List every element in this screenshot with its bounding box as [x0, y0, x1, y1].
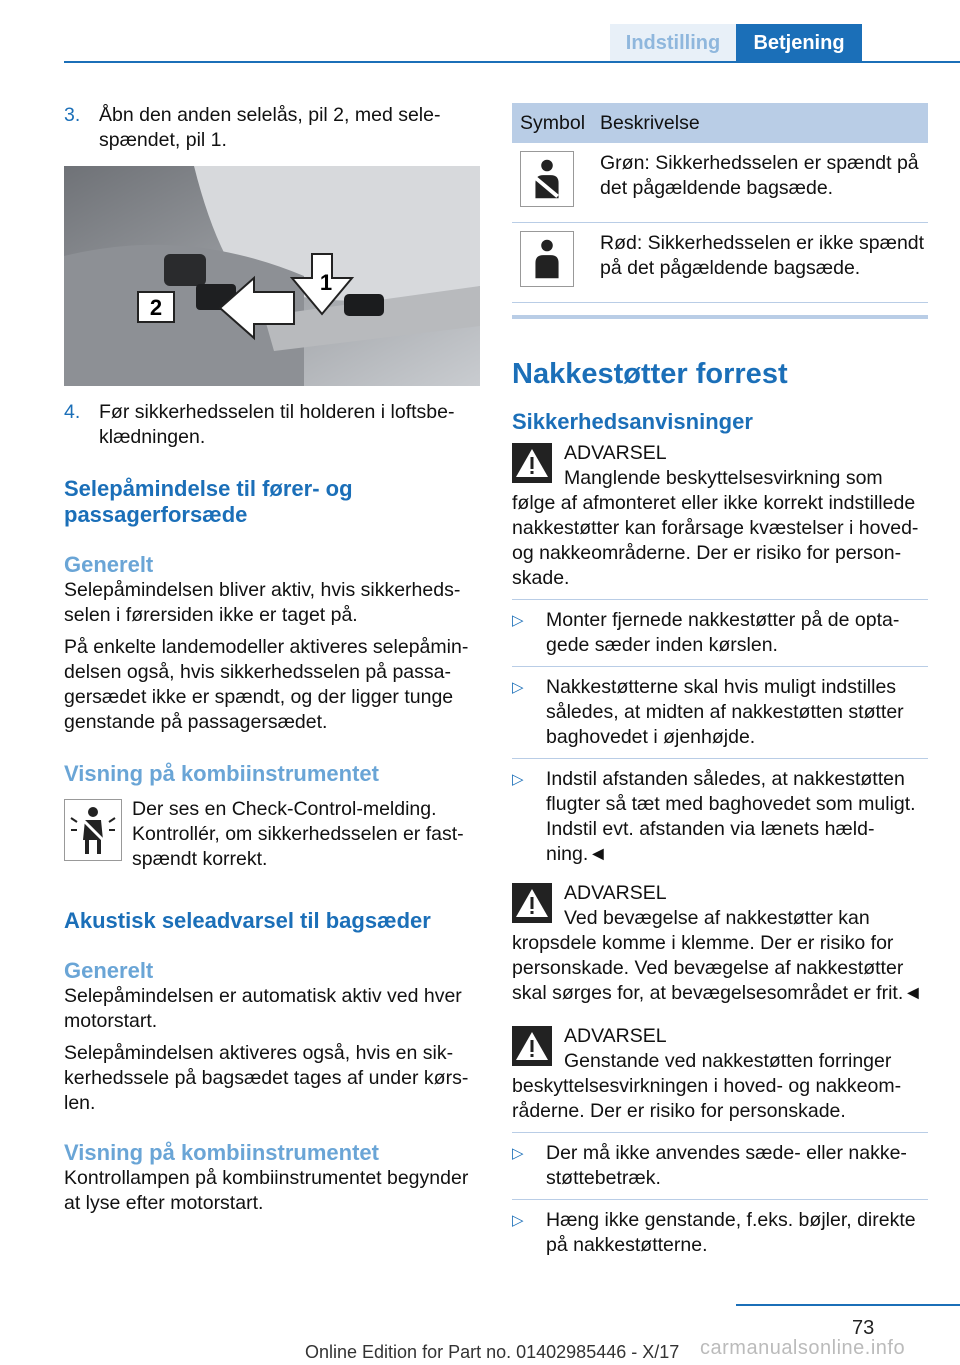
paragraph: Kontrollampen på kombiinstrumentet begynder at lyse efter motorstart. [64, 1167, 469, 1214]
table-row [512, 143, 928, 223]
paragraph: Selepåmindelsen aktiveres også, hvis en sikkerhedssele på bagsædet tages af under kørslen. [64, 1042, 469, 1114]
list-item [512, 608, 928, 658]
photo-label-2: 2 [149, 295, 163, 320]
step-3 [64, 103, 480, 153]
description-cell: Grøn: Sikkerhedsselen er spændt på det pågældende bagsæde. [592, 143, 928, 223]
tab-indstilling[interactable]: Indstilling [610, 24, 736, 62]
warning-icon [512, 883, 552, 923]
warning-block [512, 1024, 928, 1049]
section-divider [512, 315, 928, 319]
section-title: Akustisk seleadvarsel til bagsæder [64, 908, 431, 933]
warning-text: Manglende beskyttelsesvirkning som følge af afmonteret eller ikke korrekt indstillede nakkestøtter kan forårsage kvæstelser i hoved- og nakkeområderne. Der er risiko for personskade. [512, 467, 919, 589]
tab-betjening[interactable]: Betjening [736, 24, 862, 62]
list-item [512, 767, 928, 867]
warning-title: ADVARSEL [564, 442, 667, 464]
list-item-text: Hæng ikke genstande, f.eks. bøjler, direkte på nakkestøtterne. [546, 1209, 916, 1256]
warning-icon [512, 1026, 552, 1066]
bullet-marker: ▷ [512, 679, 524, 696]
divider [512, 758, 928, 759]
list-item-text: Der må ikke anvendes sæde- eller nakkestøttebetræk. [546, 1142, 907, 1189]
footer-divider [736, 1304, 960, 1306]
indicator-block [64, 797, 480, 872]
step-number: 4. [64, 401, 81, 423]
subsection-title: Generelt [64, 958, 154, 983]
seatbelt-unfastened-icon [520, 231, 574, 287]
warning-title: ADVARSEL [564, 1025, 667, 1047]
symbol-cell [512, 143, 592, 223]
list-item-text: Monter fjernede nakkestøtter på de optagede sæder inden kørslen. [546, 609, 900, 656]
header-divider [64, 61, 960, 63]
bullet-marker: ▷ [512, 612, 524, 629]
warning-text: Genstande ved nakkestøtten forringer beskyttelsesvirkningen i hoved- og nakkeområderne. Der er risiko for personskade. [512, 1050, 902, 1122]
section-title: Nakkestøtter forrest [512, 358, 788, 390]
left-column [64, 103, 480, 1216]
bullet-marker: ▷ [512, 1212, 524, 1229]
warning-block [512, 881, 928, 906]
seatbelt-warning-icon [64, 799, 122, 861]
divider [512, 666, 928, 667]
symbol-table [512, 103, 928, 303]
subsection-title: Visning på kombiinstrumentet [64, 1140, 379, 1165]
paragraph: Selepåmindelsen er automatisk aktiv ved hver motorstart. [64, 985, 462, 1032]
divider [512, 1132, 928, 1133]
description-cell: Rød: Sikkerhedsselen er ikke spændt på det pågældende bagsæde. [592, 223, 928, 303]
photo-label-1: 1 [319, 270, 333, 295]
list-item [512, 1141, 928, 1191]
symbol-cell [512, 223, 592, 303]
column-header-description: Beskrivelse [592, 103, 928, 143]
column-header-symbol: Symbol [512, 103, 592, 143]
step-text: Åbn den anden selelås, pil 2, med selespændet, pil 1. [99, 104, 441, 151]
indicator-text: Der ses en Check-Control-melding. Kontrollér, om sikkerhedsselen er fastspændt korrekt. [132, 798, 464, 870]
bullet-marker: ▷ [512, 771, 524, 788]
table-header-row [512, 103, 928, 143]
warning-icon [512, 443, 552, 483]
divider [512, 599, 928, 600]
warning-title: ADVARSEL [564, 882, 667, 904]
list-item-text: Indstil afstanden således, at nakkestøtten flugter så tæt med baghovedet som muligt. Indstil evt. afstanden via lænets hældning.◄ [546, 768, 916, 865]
seatbelt-buckle-photo [64, 166, 480, 386]
paragraph: På enkelte landemodeller aktiveres selepåmindelsen også, hvis sikkerhedsselen på passagersædet ikke er spændt, og der ligger tunge genstande på passagersædet. [64, 636, 469, 733]
paragraph: Selepåmindelsen bliver aktiv, hvis sikkerhedsselen i førersiden ikke er taget på. [64, 579, 461, 626]
list-item [512, 1208, 928, 1258]
warning-text: Ved bevægelse af nakkestøtter kan kropsdele komme i klemme. Der er risiko for personskade. Ved bevægelse af nakkestøtter skal sørges for, at bevægelsesområdet er frit.◄ [512, 907, 923, 1004]
table-row [512, 223, 928, 303]
subsection-title: Generelt [64, 552, 154, 577]
seatbelt-fastened-icon [520, 151, 574, 207]
step-4 [64, 400, 480, 450]
page-number: 73 [852, 1317, 875, 1339]
right-column [512, 103, 928, 1258]
subsection-title: Visning på kombiinstrumentet [64, 761, 379, 786]
warning-block [512, 441, 928, 466]
step-number: 3. [64, 104, 81, 126]
edition-note: Online Edition for Part no. 01402985446 - X/17 [305, 1342, 680, 1362]
list-item [512, 675, 928, 750]
subsection-title: Sikkerhedsanvisninger [512, 409, 753, 434]
bullet-marker: ▷ [512, 1145, 524, 1162]
divider [512, 1199, 928, 1200]
step-text: Før sikkerhedsselen til holderen i loftsbeklædningen. [99, 401, 455, 448]
section-title: Selepåmindelse til fører- og passagerforsæde [64, 476, 353, 527]
list-item-text: Nakkestøtterne skal hvis muligt indstilles således, at midten af nakkestøtten støtter baghovedet i øjenhøjde. [546, 676, 904, 748]
watermark: carmanualsonline.info [700, 1337, 906, 1359]
